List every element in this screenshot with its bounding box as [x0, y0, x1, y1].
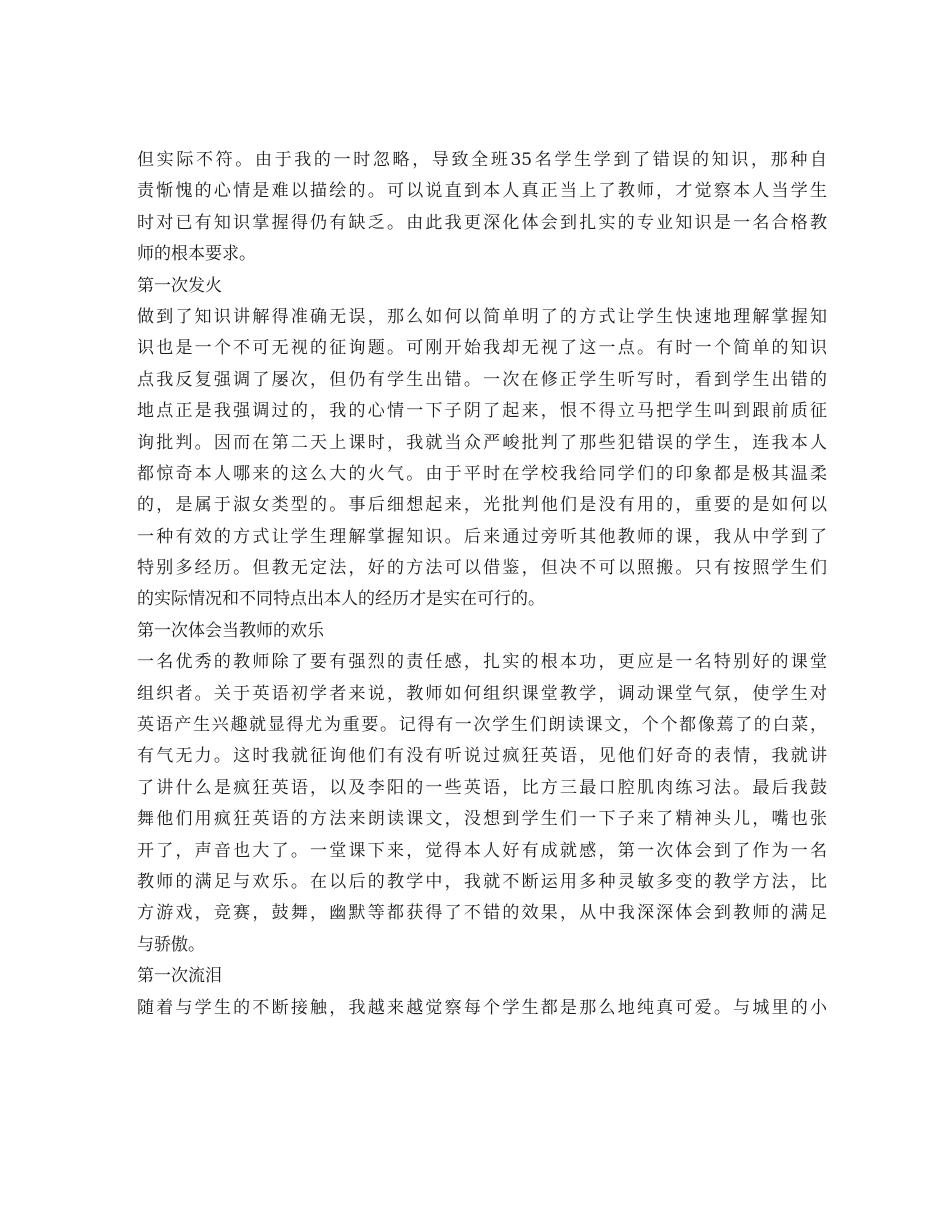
text-line: 地点正是我强调过的，我的心情一下子阴了起来，恨不得立马把学生叫到跟前质征: [137, 401, 827, 422]
text-line: 组织者。关于英语初学者来说，教师如何组织课堂教学，调动课堂气氛，使学生对: [137, 683, 827, 704]
text-line: 舞他们用疯狂英语的方法来朗读课文，没想到学生们一下子来了精神头儿，嘴也张: [137, 809, 827, 830]
text-line: 做到了知识讲解得准确无误，那么如何以简单明了的方式让学生快速地理解掌握知: [137, 306, 827, 327]
text-line: 的实际情况和不同特点出本人的经历才是实在可行的。: [137, 589, 545, 610]
text-line: 第一次体会当教师的欢乐: [137, 620, 324, 641]
text-line: 随着与学生的不断接触，我越来越觉察每个学生都是那么地纯真可爱。与城里的小: [137, 997, 827, 1018]
text-line: 了讲什么是疯狂英语，以及李阳的一些英语，比方三最口腔肌肉练习法。最后我鼓: [137, 777, 827, 798]
text-line: 一名优秀的教师除了要有强烈的责任感，扎实的根本功，更应是一名特别好的课堂: [137, 652, 827, 673]
text-line: 的，是属于淑女类型的。事后细想起来，光批判他们是没有用的，重要的是如何以: [137, 495, 827, 516]
text-line: 有气无力。这时我就征询他们有没有听说过疯狂英语，见他们好奇的表情，我就讲: [137, 746, 827, 767]
text-line: 时对已有知识掌握得仍有缺乏。由此我更深化体会到扎实的专业知识是一名合格教: [137, 212, 827, 233]
text-line: 特别多经历。但教无定法，好的方法可以借鉴，但决不可以照搬。只有按照学生们: [137, 558, 827, 579]
text-line: 英语产生兴趣就显得尤为重要。记得有一次学生们朗读课文，个个都像蔫了的白菜，: [137, 715, 827, 736]
text-line: 责惭愧的心情是难以描绘的。可以说直到本人真正当上了教师，才觉察本人当学生: [137, 181, 827, 202]
text-line: 方游戏，竞赛，鼓舞，幽默等都获得了不错的效果，从中我深深体会到教师的满足: [137, 903, 827, 924]
text-line: 但实际不符。由于我的一时忽略，导致全班35名学生学到了错误的知识，那种自: [137, 150, 827, 170]
text-line: 开了，声音也大了。一堂课下来，觉得本人好有成就感，第一次体会到了作为一名: [137, 840, 827, 861]
text-line: 点我反复强调了屡次，但仍有学生出错。一次在修正学生听写时，看到学生出错的: [137, 369, 827, 390]
text-line: 第一次发火: [137, 275, 222, 296]
text-line: 都惊奇本人哪来的这么大的火气。由于平时在学校我给同学们的印象都是极其温柔: [137, 463, 827, 484]
text-line: 师的根本要求。: [137, 244, 256, 265]
text-line: 第一次流泪: [137, 966, 222, 987]
document-body: [137, 145, 827, 1024]
text-line: 识也是一个不可无视的征询题。可刚开始我却无视了这一点。有时一个简单的知识: [137, 338, 827, 359]
text-line: 询批判。因而在第二天上课时，我就当众严峻批判了那些犯错误的学生，连我本人: [137, 432, 827, 453]
text-line: 教师的满足与欢乐。在以后的教学中，我就不断运用多种灵敏多变的教学方法，比: [137, 871, 827, 892]
text-line: 与骄傲。: [137, 934, 205, 955]
text-line: 一种有效的方式让学生理解掌握知识。后来通过旁听其他教师的课，我从中学到了: [137, 526, 827, 547]
